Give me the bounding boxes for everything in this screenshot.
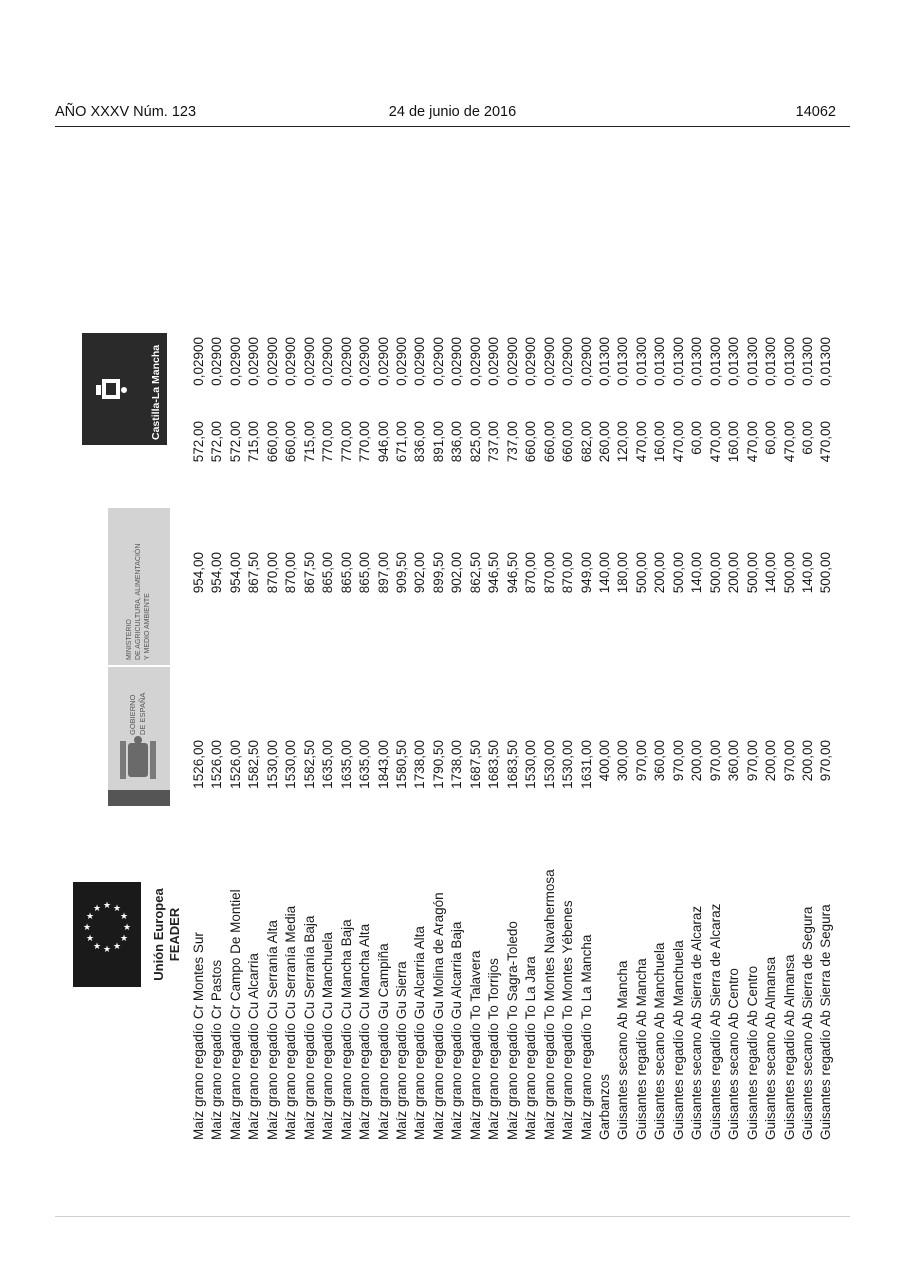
value-cell: 660,00 (264, 421, 280, 463)
table-row (375, 337, 393, 1140)
value-cell: 865,00 (357, 552, 373, 594)
value-cell: 140,00 (799, 552, 815, 594)
value-cell: 0,02900 (191, 337, 206, 386)
crop-name-cell: Maíz grano regadío Cu Serranía Alta (264, 920, 280, 1140)
table-row (578, 337, 596, 1140)
value-cell: 500,00 (818, 552, 834, 594)
value-cell: 946,00 (375, 421, 391, 463)
table-row (282, 337, 300, 1140)
value-cell: 870,00 (523, 552, 539, 594)
value-cell: 0,02900 (320, 337, 336, 386)
value-cell: 200,00 (799, 740, 815, 782)
value-cell: 770,00 (357, 421, 373, 463)
value-cell: 0,01300 (615, 337, 631, 386)
svg-text:★: ★ (112, 942, 122, 952)
crop-name-cell: Maíz grano regadío To La Jara (523, 956, 539, 1140)
value-cell: 954,00 (191, 552, 206, 594)
value-cell: 120,00 (615, 421, 631, 463)
crop-name-cell: Guisantes secano Ab Sierra de Segura (799, 906, 815, 1140)
crop-name-cell: Maíz grano regadío Gu Molina de Aragón (430, 892, 446, 1140)
value-cell: 870,00 (541, 552, 557, 594)
value-cell: 0,02900 (209, 337, 225, 386)
value-cell: 160,00 (726, 421, 742, 463)
value-cell: 1683,50 (486, 740, 502, 789)
table-row (264, 337, 282, 1140)
gobierno-text: GOBIERNO DE ESPAÑA (128, 692, 147, 735)
ministerio-text: MINISTERIO DE AGRICULTURA, ALIMENTACIÓN Y MEDIO AMBIENTE (126, 543, 151, 660)
value-cell: 0,02900 (412, 337, 428, 386)
crop-name-cell: Guisantes regadío Ab Manchuela (670, 940, 686, 1140)
table-row (541, 337, 559, 1140)
value-cell: 1635,00 (338, 740, 354, 789)
value-cell: 870,00 (560, 552, 576, 594)
value-cell: 0,02900 (375, 337, 391, 386)
value-cell: 572,00 (227, 421, 243, 463)
value-cell: 0,02900 (430, 337, 446, 386)
value-cell: 1635,00 (320, 740, 336, 789)
value-cell: 470,00 (781, 421, 797, 463)
clm-logo-text: Castilla-La Mancha (150, 344, 162, 440)
crop-name-cell: Maíz grano regadío To La Mancha (578, 934, 594, 1140)
value-cell: 954,00 (227, 552, 243, 594)
table-row (781, 337, 799, 1140)
table-row (670, 337, 688, 1140)
value-cell: 715,00 (301, 421, 317, 463)
value-cell: 970,00 (744, 740, 760, 782)
crop-name-cell: Maíz grano regadío Gu Alcarria Baja (449, 921, 465, 1140)
table-row (485, 337, 503, 1140)
table-row (762, 337, 780, 1140)
crop-name-cell: Guisantes regadío Ab Almansa (781, 954, 797, 1140)
value-cell: 1687,50 (467, 740, 483, 789)
value-cell: 200,00 (726, 552, 742, 594)
value-cell: 0,02900 (486, 337, 502, 386)
value-cell: 970,00 (818, 740, 834, 782)
table-row (725, 337, 743, 1140)
value-cell: 0,01300 (670, 337, 686, 386)
value-cell: 0,01300 (689, 337, 705, 386)
table-row (301, 337, 319, 1140)
value-cell: 660,00 (523, 421, 539, 463)
crop-name-cell: Maíz grano regadío To Sagra-Toledo (504, 921, 520, 1140)
value-cell: 0,01300 (763, 337, 779, 386)
crop-name-cell: Maíz grano regadío Cu Serranía Media (283, 905, 299, 1140)
value-cell: 0,02900 (393, 337, 409, 386)
table-row (319, 337, 337, 1140)
value-cell: 770,00 (320, 421, 336, 463)
value-cell: 1580,50 (393, 740, 409, 789)
value-cell: 1530,00 (523, 740, 539, 789)
value-cell: 867,50 (301, 552, 317, 594)
value-cell: 1526,00 (191, 740, 206, 789)
value-cell: 1530,00 (264, 740, 280, 789)
value-cell: 470,00 (818, 421, 834, 463)
value-cell: 0,02900 (283, 337, 299, 386)
value-cell: 0,01300 (707, 337, 723, 386)
table-row (430, 337, 448, 1140)
table-row (448, 337, 466, 1140)
value-cell: 140,00 (763, 552, 779, 594)
crop-name-cell: Guisantes secano Ab Sierra de Alcaraz (689, 905, 705, 1140)
value-cell: 682,00 (578, 421, 594, 463)
value-cell: 0,02900 (541, 337, 557, 386)
crop-name-cell: Guisantes regadío Ab Sierra de Segura (818, 904, 834, 1140)
value-cell: 946,50 (504, 552, 520, 594)
value-cell: 1738,00 (412, 740, 428, 789)
value-cell: 1683,50 (504, 740, 520, 789)
table-row (190, 337, 208, 1140)
value-cell: 897,00 (375, 552, 391, 594)
value-cell: 0,01300 (818, 337, 834, 386)
value-cell: 870,00 (264, 552, 280, 594)
page-header (55, 104, 850, 127)
value-cell: 1843,00 (375, 740, 391, 789)
crop-name-cell: Guisantes secano Ab Manchuela (652, 942, 668, 1140)
value-cell: 770,00 (338, 421, 354, 463)
value-cell: 949,00 (578, 552, 594, 594)
svg-text:★: ★ (92, 904, 102, 914)
value-cell: 0,02900 (301, 337, 317, 386)
svg-text:★: ★ (102, 901, 112, 911)
crop-name-cell: Maíz grano regadío Cu Serranía Baja (301, 915, 317, 1140)
table-row (651, 337, 669, 1140)
value-cell: 60,00 (689, 421, 705, 455)
value-cell: 909,50 (393, 552, 409, 594)
value-cell: 500,00 (707, 552, 723, 594)
crop-name-cell: Maíz grano regadío To Montes Yébenes (560, 900, 576, 1140)
value-cell: 200,00 (652, 552, 668, 594)
value-cell: 954,00 (209, 552, 225, 594)
value-cell: 970,00 (781, 740, 797, 782)
value-cell: 0,02900 (338, 337, 354, 386)
crop-name-cell: Maíz grano regadío To Montes Navahermosa (541, 869, 557, 1140)
crop-name-cell: Maíz grano regadío To Torrijos (486, 958, 502, 1140)
table-row (596, 337, 614, 1140)
value-cell: 660,00 (283, 421, 299, 463)
table-row (393, 337, 411, 1140)
publication-date: 24 de junio de 2016 (388, 104, 517, 120)
svg-text:★: ★ (112, 904, 122, 914)
value-cell: 400,00 (596, 740, 612, 782)
value-cell: 0,02900 (467, 337, 483, 386)
value-cell: 360,00 (652, 740, 668, 782)
value-cell: 470,00 (633, 421, 649, 463)
value-cell: 1582,50 (246, 740, 262, 789)
value-cell: 470,00 (707, 421, 723, 463)
table-row (559, 337, 577, 1140)
crop-name-cell: Guisantes secano Ab Mancha (615, 960, 631, 1140)
crop-name-cell: Maíz grano regadío Cr Montes Sur (191, 932, 206, 1140)
value-cell: 500,00 (633, 552, 649, 594)
value-cell: 899,50 (430, 552, 446, 594)
value-cell: 1582,50 (301, 740, 317, 789)
table-row (411, 337, 429, 1140)
value-cell: 470,00 (744, 421, 760, 463)
value-cell: 500,00 (781, 552, 797, 594)
eu-flag-icon (73, 882, 141, 987)
crop-name-cell: Garbanzos (596, 1073, 612, 1140)
value-cell: 0,02900 (246, 337, 262, 386)
value-cell: 1526,00 (209, 740, 225, 789)
svg-text:★: ★ (92, 942, 102, 952)
value-cell: 1530,00 (283, 740, 299, 789)
value-cell: 0,01300 (596, 337, 612, 386)
value-cell: 671,00 (393, 421, 409, 463)
value-cell: 300,00 (615, 740, 631, 782)
crop-name-cell: Maíz grano regadío Gu Alcarria Alta (412, 926, 428, 1140)
crop-name-cell: Guisantes regadío Ab Mancha (633, 958, 649, 1140)
value-cell: 572,00 (191, 421, 206, 463)
crop-name-cell: Maíz grano regadío Cu Manchuela (320, 932, 336, 1140)
value-cell: 140,00 (689, 552, 705, 594)
value-cell: 891,00 (430, 421, 446, 463)
value-cell: 0,01300 (744, 337, 760, 386)
value-cell: 902,00 (449, 552, 465, 594)
table-row (467, 337, 485, 1140)
value-cell: 180,00 (615, 552, 631, 594)
value-cell: 865,00 (320, 552, 336, 594)
table-row (338, 337, 356, 1140)
svg-text:★: ★ (85, 934, 95, 944)
crop-name-cell: Maíz grano regadío To Talavera (467, 950, 483, 1140)
value-cell: 500,00 (744, 552, 760, 594)
crop-name-cell: Maíz grano regadío Cr Pastos (209, 959, 225, 1140)
value-cell: 970,00 (670, 740, 686, 782)
value-cell: 737,00 (486, 421, 502, 463)
table-row (799, 337, 817, 1140)
value-cell: 200,00 (763, 740, 779, 782)
crop-name-cell: Maíz grano regadío Cr Campo De Montiel (227, 889, 243, 1140)
value-cell: 1635,00 (357, 740, 373, 789)
value-cell: 0,01300 (726, 337, 742, 386)
value-cell: 862,50 (467, 552, 483, 594)
table-row (522, 337, 540, 1140)
value-cell: 0,01300 (633, 337, 649, 386)
value-cell: 0,02900 (264, 337, 280, 386)
value-cell: 0,01300 (781, 337, 797, 386)
value-cell: 0,02900 (227, 337, 243, 386)
table-row (356, 337, 374, 1140)
value-cell: 1738,00 (449, 740, 465, 789)
value-cell: 200,00 (689, 740, 705, 782)
crop-name-cell: Maíz grano regadío Gu Sierra (393, 961, 409, 1140)
value-cell: 870,00 (283, 552, 299, 594)
value-cell: 470,00 (670, 421, 686, 463)
value-cell: 0,02900 (504, 337, 520, 386)
crop-name-cell: Guisantes regadío Ab Sierra de Alcaraz (707, 903, 723, 1140)
value-cell: 902,00 (412, 552, 428, 594)
value-cell: 865,00 (338, 552, 354, 594)
crop-table (190, 210, 836, 1140)
value-cell: 660,00 (541, 421, 557, 463)
table-row (817, 337, 835, 1140)
clm-crest-icon (94, 373, 128, 410)
value-cell: 867,50 (246, 552, 262, 594)
crop-name-cell: Guisantes regadío Ab Centro (744, 965, 760, 1140)
value-cell: 0,01300 (799, 337, 815, 386)
value-cell: 946,50 (486, 552, 502, 594)
value-cell: 836,00 (412, 421, 428, 463)
value-cell: 260,00 (596, 421, 612, 463)
crop-name-cell: Guisantes secano Ab Centro (726, 968, 742, 1140)
footer-rule (55, 1216, 850, 1217)
value-cell: 825,00 (467, 421, 483, 463)
value-cell: 0,02900 (560, 337, 576, 386)
page-number: 14062 (795, 104, 836, 120)
value-cell: 60,00 (799, 421, 815, 455)
svg-text:★: ★ (85, 912, 95, 922)
value-cell: 0,02900 (449, 337, 465, 386)
value-cell: 0,01300 (652, 337, 668, 386)
table-row (688, 337, 706, 1140)
value-cell: 1790,50 (430, 740, 446, 789)
crop-name-cell: Maíz grano regadío Cu Mancha Baja (338, 919, 354, 1140)
table-row (504, 337, 522, 1140)
svg-text:★: ★ (119, 934, 129, 944)
crop-name-cell: Maíz grano regadío Cu Alcarria (246, 953, 262, 1140)
value-cell: 970,00 (633, 740, 649, 782)
value-cell: 360,00 (726, 740, 742, 782)
svg-text:★: ★ (82, 923, 92, 933)
value-cell: 572,00 (209, 421, 225, 463)
table-row (744, 337, 762, 1140)
value-cell: 500,00 (670, 552, 686, 594)
value-cell: 0,02900 (357, 337, 373, 386)
crop-name-cell: Maíz grano regadío Cu Mancha Alta (357, 923, 373, 1140)
value-cell: 160,00 (652, 421, 668, 463)
value-cell: 1530,00 (541, 740, 557, 789)
value-cell: 1530,00 (560, 740, 576, 789)
table-row (633, 337, 651, 1140)
table-body (190, 337, 836, 1140)
value-cell: 140,00 (596, 552, 612, 594)
value-cell: 0,02900 (578, 337, 594, 386)
issue-number: AÑO XXXV Núm. 123 (55, 104, 197, 120)
table-row (227, 337, 245, 1140)
value-cell: 1631,00 (578, 740, 594, 789)
eu-logo-text: Unión Europea FEADER (151, 888, 182, 981)
value-cell: 737,00 (504, 421, 520, 463)
value-cell: 1526,00 (227, 740, 243, 789)
spain-crest-icon (114, 735, 162, 790)
table-row (614, 337, 632, 1140)
eu-feader-logo (73, 882, 193, 987)
value-cell: 715,00 (246, 421, 262, 463)
value-cell: 970,00 (707, 740, 723, 782)
table-row (707, 337, 725, 1140)
svg-text:★: ★ (119, 912, 129, 922)
crop-name-cell: Guisantes secano Ab Almansa (763, 956, 779, 1140)
value-cell: 660,00 (560, 421, 576, 463)
table-row (208, 337, 226, 1140)
svg-text:★: ★ (122, 923, 132, 933)
svg-text:★: ★ (102, 945, 112, 955)
table-row (245, 337, 263, 1140)
value-cell: 836,00 (449, 421, 465, 463)
value-cell: 60,00 (763, 421, 779, 455)
crop-name-cell: Maíz grano regadío Gu Campiña (375, 943, 391, 1140)
value-cell: 0,02900 (523, 337, 539, 386)
